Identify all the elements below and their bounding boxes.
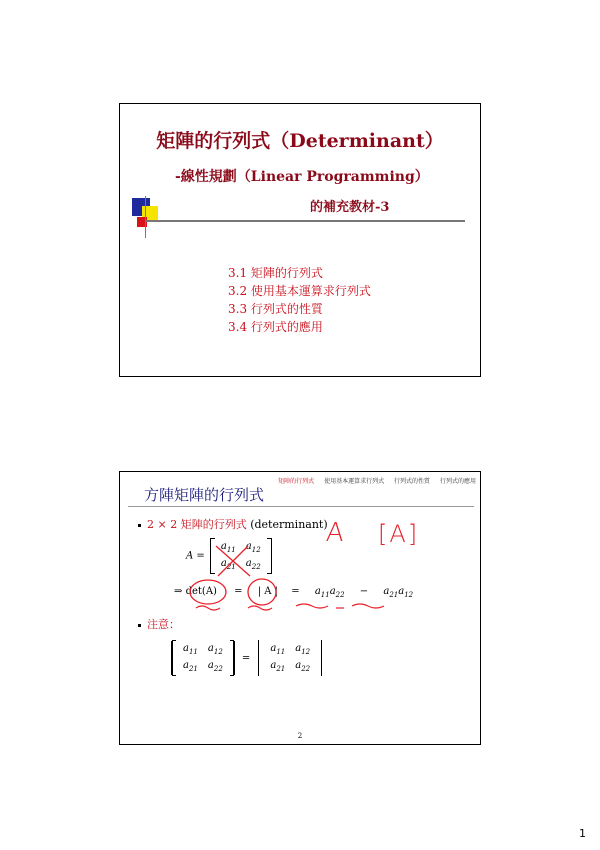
entry-a21: $a_{21}$ [183,660,198,673]
toc-item: 3.3 行列式的性質 [228,302,323,316]
squiggle [248,606,272,610]
slide-2 [119,471,481,745]
toc-item: 3.1 矩陣的行列式 [228,266,323,280]
implies-arrow: ⇒ [174,586,183,597]
table-of-contents [228,264,371,336]
minus-sign: − [359,586,369,597]
equals-2: = [291,586,300,597]
bullet1-prefix: 2 × 2 矩陣的行列式 [147,518,247,531]
decor-vertical-line [145,196,146,238]
abs-A: | A | [257,586,279,597]
slide-1 [119,103,481,377]
circle-det [190,580,226,604]
handwritten-bracket-A: [A] [378,520,420,548]
toc-item: 3.2 使用基本運算求行列式 [228,284,371,298]
cross-mark [216,546,250,576]
toc-item: 3.4 行列式的應用 [228,320,323,334]
squiggle [196,606,220,610]
entry-a11: $a_{11}$ [270,643,286,656]
slide1-subtitle-line2: 的補充教材-3 [310,200,390,215]
det-A: det(A) [185,586,217,597]
page-footer-number: 1 [579,827,586,840]
slide2-title: 方陣矩陣的行列式 [144,486,265,504]
nav-item-properties[interactable]: 行列式的性質 [394,478,431,485]
entry-a12: $a_{12}$ [295,643,311,656]
squiggle [352,604,384,608]
slide1-subtitle-line1: -線性規劃（Linear Programming） [175,169,429,185]
entry-a21: $a_{21}$ [220,558,236,571]
circle-abs [248,579,279,605]
equals-1: = [234,586,243,597]
entry-a12: $a_{12}$ [245,541,261,554]
term-a11a22: $a_{11}a_{22}$ [314,586,345,599]
equals-sign: = [241,652,251,664]
entry-a11: $a_{11}$ [183,643,198,656]
slide1-title: 矩陣的行列式（Determinant） [156,130,444,152]
term-a21a12: $a_{21}a_{12}$ [383,586,414,599]
handwritten-annotations [120,472,482,746]
handwritten-A: A [324,518,345,548]
entry-a11: $a_{11}$ [220,541,236,554]
entry-a21: $a_{21}$ [270,660,286,673]
decor-horizontal-line [145,220,465,222]
entry-a22: $a_{22}$ [207,660,223,673]
entry-a22: $a_{22}$ [295,660,311,673]
slide-page-number: 2 [297,732,303,740]
bullet2-text: 注意： [147,618,180,631]
entry-a12: $a_{12}$ [207,643,223,656]
nav-item-elementary-ops[interactable]: 使用基本運算求行列式 [324,478,385,485]
squiggle [296,604,328,608]
nav-item-applications[interactable]: 行列式的應用 [439,478,476,485]
matrix-lhs: A = [186,550,205,562]
nav-item-determinant[interactable]: 矩陣的行列式 [278,478,315,485]
bullet1-suffix: (determinant) [250,518,328,531]
entry-a22: $a_{22}$ [245,558,261,571]
